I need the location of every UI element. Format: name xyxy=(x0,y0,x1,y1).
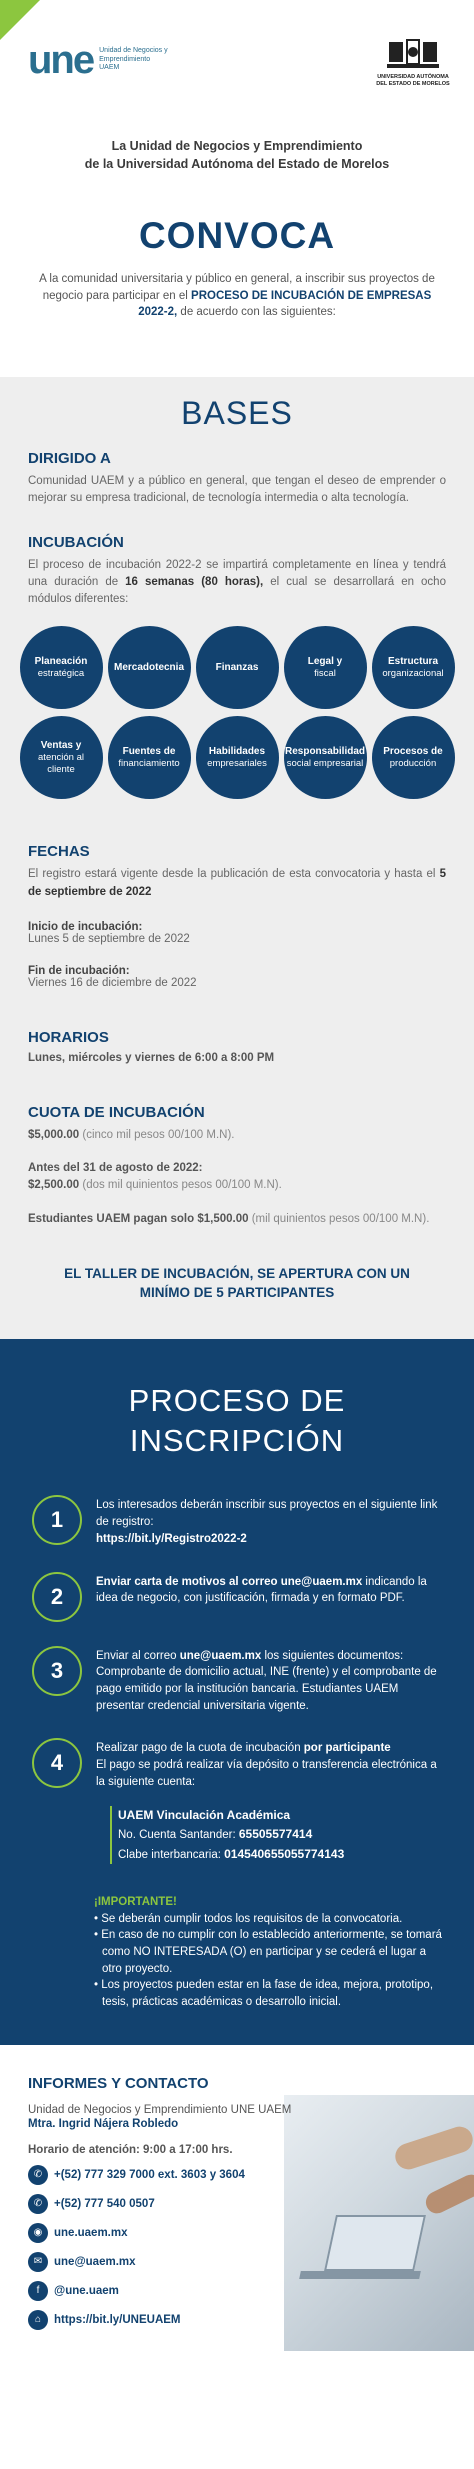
uaem-logo-text: UNIVERSIDAD AUTÓNOMA DEL ESTADO DE MORELOS xyxy=(376,74,450,87)
cuota-regular xyxy=(28,1127,446,1144)
step-3-text-a: Enviar al correo xyxy=(96,1649,180,1662)
proceso-title xyxy=(0,1381,474,1462)
incubacion-text xyxy=(28,557,446,609)
une-logo-subtitle xyxy=(99,47,168,72)
intro-text-c: de acuerdo con las siguientes: xyxy=(177,306,336,319)
module-subtitle: producción xyxy=(389,758,437,770)
module-circle xyxy=(108,716,191,799)
step-2-bold: Enviar carta de motivos al correo une@uaem.mx xyxy=(96,1575,363,1588)
bank-clabe-label: Clabe interbancaria: xyxy=(118,1848,225,1861)
module-title: Ventas y xyxy=(40,739,82,751)
step-4 xyxy=(0,1738,474,1790)
inicio-value: Lunes 5 de septiembre de 2022 xyxy=(28,932,190,945)
step-number: 1 xyxy=(32,1495,82,1545)
intro-text-a: A la comunidad universitaria y público en general, a inscribir sus proyectos de negocio para participar en el xyxy=(39,273,435,302)
fin-field xyxy=(28,965,446,989)
importante-item: • Se deberán cumplir todos los requisitos de la convocatoria. xyxy=(94,1912,403,1925)
horarios-title: HORARIOS xyxy=(28,1028,109,1046)
step-text xyxy=(96,1646,442,1715)
module-circle xyxy=(20,626,103,709)
cuota-early-amount: $2,500.00 xyxy=(28,1179,80,1192)
module-title: Responsabilidad xyxy=(285,745,366,757)
contact-web-text: une.uaem.mx xyxy=(54,2226,128,2239)
module-title: Legal y xyxy=(307,655,343,667)
step-text xyxy=(96,1572,442,1607)
header xyxy=(0,0,474,120)
fechas-section xyxy=(0,843,474,989)
cuota-students-amount: Estudiantes UAEM pagan solo $1,500.00 xyxy=(28,1212,249,1225)
incubacion-section xyxy=(0,534,474,609)
bank-name: UAEM Vinculación Académica xyxy=(118,1808,291,1823)
une-subtitle-line: UAEM xyxy=(99,64,120,72)
step-2 xyxy=(0,1572,474,1622)
cuota-early-label: Antes del 31 de agosto de 2022: xyxy=(28,1162,203,1175)
fechas-title: FECHAS xyxy=(28,843,90,861)
cuota-title: CUOTA DE INCUBACIÓN xyxy=(28,1103,205,1121)
step-1-text: Los interesados deberán inscribir sus proyectos en el siguiente link de registro: xyxy=(96,1499,438,1529)
intro-text xyxy=(0,271,474,321)
corner-accent xyxy=(0,0,40,40)
une-logo-word xyxy=(28,40,93,80)
proceso-title-line-2: INSCRIPCIÓN xyxy=(129,1423,345,1459)
step-4-text-a: Realizar pago de la cuota de incubación xyxy=(96,1742,304,1755)
intro-heading xyxy=(30,138,444,173)
contact-link[interactable] xyxy=(28,2310,446,2330)
step-text xyxy=(96,1495,442,1547)
module-circle xyxy=(372,716,455,799)
module-subtitle: organizacional xyxy=(382,668,444,680)
contact-link-text: https://bit.ly/UNEUAEM xyxy=(54,2313,181,2326)
bank-cuenta-label: No. Cuenta Santander: xyxy=(118,1829,239,1842)
dirigido-title: DIRIGIDO A xyxy=(28,450,111,468)
contact-web[interactable] xyxy=(28,2223,446,2243)
module-title: Finanzas xyxy=(215,661,259,673)
dirigido-text: Comunidad UAEM y a público en general, que tengan el deseo de emprender o mejorar su empresa tradicional, de tecnología intermedia o alta tecnología. xyxy=(28,475,446,505)
modules-grid xyxy=(0,608,474,799)
module-title: Habilidades xyxy=(208,745,266,757)
inicio-field xyxy=(28,921,446,945)
module-title: Fuentes de xyxy=(122,745,176,757)
fin-label: Fin de incubación: xyxy=(28,964,130,977)
step-text xyxy=(96,1738,442,1790)
step-number: 3 xyxy=(32,1646,82,1696)
contact-whatsapp[interactable] xyxy=(28,2194,446,2214)
inicio-label: Inicio de incubación: xyxy=(28,920,143,933)
facebook-icon: f xyxy=(28,2281,48,2301)
bases-section xyxy=(0,377,474,1339)
step-4-bold: por participante xyxy=(303,1742,391,1755)
bases-title: BASES xyxy=(181,395,293,432)
step-4-text-c: El pago se podrá realizar vía depósito o transferencia electrónica a la siguiente cuenta: xyxy=(96,1758,437,1788)
cuota-regular-words: (cinco mil pesos 00/100 M.N). xyxy=(79,1128,235,1141)
step-3-text-c: los siguientes documentos: Comprobante de domicilio actual, INE (frente) y el comprobante de pago emitido por la institución bancaria. Estudiantes UAEM presentar credencial universitaria vigente. xyxy=(96,1649,437,1712)
module-title: Planeación xyxy=(34,655,88,667)
uaem-logo xyxy=(376,38,450,87)
link-icon: ⌂ xyxy=(28,2310,48,2330)
intro-heading-line-2: de la Universidad Autónoma del Estado de Morelos xyxy=(84,156,390,171)
module-subtitle: estratégica xyxy=(37,668,85,680)
intro-heading-line-1: La Unidad de Negocios y Emprendimiento xyxy=(111,139,363,153)
module-circle xyxy=(20,716,103,799)
module-circle xyxy=(108,626,191,709)
module-circle xyxy=(196,626,279,709)
web-icon: ◉ xyxy=(28,2223,48,2243)
module-circle xyxy=(196,716,279,799)
whatsapp-icon: ✆ xyxy=(28,2194,48,2214)
cuota-students-words: (mil quinientos pesos 00/100 M.N). xyxy=(248,1212,430,1225)
contacto-info xyxy=(0,2075,474,2330)
intro xyxy=(0,120,474,173)
bank-cuenta-value: 65505577414 xyxy=(238,1827,313,1842)
step-3-email[interactable]: une@uaem.mx xyxy=(179,1649,262,1662)
module-title: Mercadotecnia xyxy=(113,661,185,673)
horarios-section xyxy=(0,1029,474,1064)
module-subtitle: financiamiento xyxy=(118,758,180,770)
contact-facebook[interactable] xyxy=(28,2281,446,2301)
importante-list xyxy=(94,1911,442,2011)
step-number: 2 xyxy=(32,1572,82,1622)
fin-value: Viernes 16 de diciembre de 2022 xyxy=(28,976,197,989)
module-subtitle: atención al cliente xyxy=(38,752,84,776)
cuota-early xyxy=(28,1160,446,1195)
cuota-early-words: (dos mil quinientos pesos 00/100 M.N). xyxy=(79,1179,282,1192)
fechas-deadline: 5 de septiembre de 2022 xyxy=(28,868,446,898)
une-subtitle-line: Emprendimiento xyxy=(99,55,151,63)
module-title: Procesos de xyxy=(383,745,443,757)
module-subtitle: fiscal xyxy=(314,668,336,680)
dirigido-section xyxy=(0,450,474,508)
contact-phone-text: +(52) 777 329 7000 ext. 3603 y 3604 xyxy=(54,2168,245,2181)
importante-head: ¡IMPORTANTE! xyxy=(94,1895,177,1908)
contact-facebook-text: @une.uaem xyxy=(54,2284,119,2297)
step-2-text: indicando la idea de negocio, con justificación, firmada y en formato PDF. xyxy=(96,1575,427,1605)
incubacion-duration: 16 semanas (80 horas), xyxy=(125,575,264,588)
bank-clabe-value: 014540655055774143 xyxy=(224,1846,345,1861)
cuota-section xyxy=(0,1104,474,1228)
step-1 xyxy=(0,1495,474,1547)
module-subtitle: empresariales xyxy=(207,758,267,770)
contacto-section xyxy=(0,2045,474,2351)
importante-item: • Los proyectos pueden estar en la fase de idea, mejora, prototipo, tesis, prácticas académicas o desarrollo inicial. xyxy=(94,1979,434,2008)
module-title: Estructura xyxy=(387,655,438,667)
incubacion-text-a: El proceso de incubación 2022-2 se impartirá completamente en línea y tendrá una duración de xyxy=(28,558,446,588)
fechas-text-a: El registro estará vigente desde la publicación de esta convocatoria y hasta el xyxy=(28,868,440,881)
uaem-emblem-icon xyxy=(383,38,443,72)
contacto-title: INFORMES Y CONTACTO xyxy=(28,2074,209,2092)
module-circle xyxy=(372,626,455,709)
contact-email-text: une@uaem.mx xyxy=(54,2255,136,2268)
incubacion-text-c: el cual se desarrollará en ocho módulos diferentes: xyxy=(28,575,446,606)
horarios-text: Lunes, miércoles y viernes de 6:00 a 8:00 PM xyxy=(28,1051,275,1064)
importante-item: • En caso de no cumplir con lo establecido anteriormente, se tomará como NO INTERESADA (O) en participar y se cederá el lugar a otro proyecto. xyxy=(94,1929,442,1975)
email-icon: ✉ xyxy=(28,2252,48,2272)
step-3 xyxy=(0,1646,474,1715)
cuota-students xyxy=(28,1211,446,1228)
une-logo-word-text: une xyxy=(28,38,94,82)
registro-link[interactable]: https://bit.ly/Registro2022-2 xyxy=(96,1532,247,1545)
une-logo xyxy=(28,40,168,80)
module-circle xyxy=(284,626,367,709)
contacto-person: Mtra. Ingrid Nájera Robledo xyxy=(28,2117,179,2130)
contact-phone[interactable] xyxy=(28,2165,446,2185)
contact-email[interactable] xyxy=(28,2252,446,2272)
importante-box xyxy=(94,1894,442,2011)
step-number: 4 xyxy=(32,1738,82,1788)
bank-account xyxy=(110,1806,474,1864)
cuota-regular-amount: $5,000.00 xyxy=(28,1128,80,1141)
contacto-hours: Horario de atención: 9:00 a 17:00 hrs. xyxy=(28,2143,233,2156)
module-circle xyxy=(284,716,367,799)
convoca-title: CONVOCA xyxy=(138,215,336,256)
une-subtitle-line: Unidad de Negocios y xyxy=(99,47,168,55)
proceso-section xyxy=(0,1339,474,2045)
fechas-text xyxy=(28,866,446,901)
module-subtitle: social empresarial xyxy=(286,758,364,770)
taller-notice: EL TALLER DE INCUBACIÓN, SE APERTURA CON UN MINÍMO DE 5 PARTICIPANTES xyxy=(64,1265,410,1301)
phone-icon: ✆ xyxy=(28,2165,48,2185)
contact-whatsapp-text: +(52) 777 540 0507 xyxy=(54,2197,155,2210)
contacto-unit: Unidad de Negocios y Emprendimiento UNE UAEM xyxy=(28,2103,292,2116)
intro-text-highlight: PROCESO DE INCUBACIÓN DE EMPRESAS 2022-2, xyxy=(138,289,432,319)
incubacion-title: INCUBACIÓN xyxy=(28,533,124,551)
proceso-title-line-1: PROCESO DE xyxy=(128,1382,346,1418)
